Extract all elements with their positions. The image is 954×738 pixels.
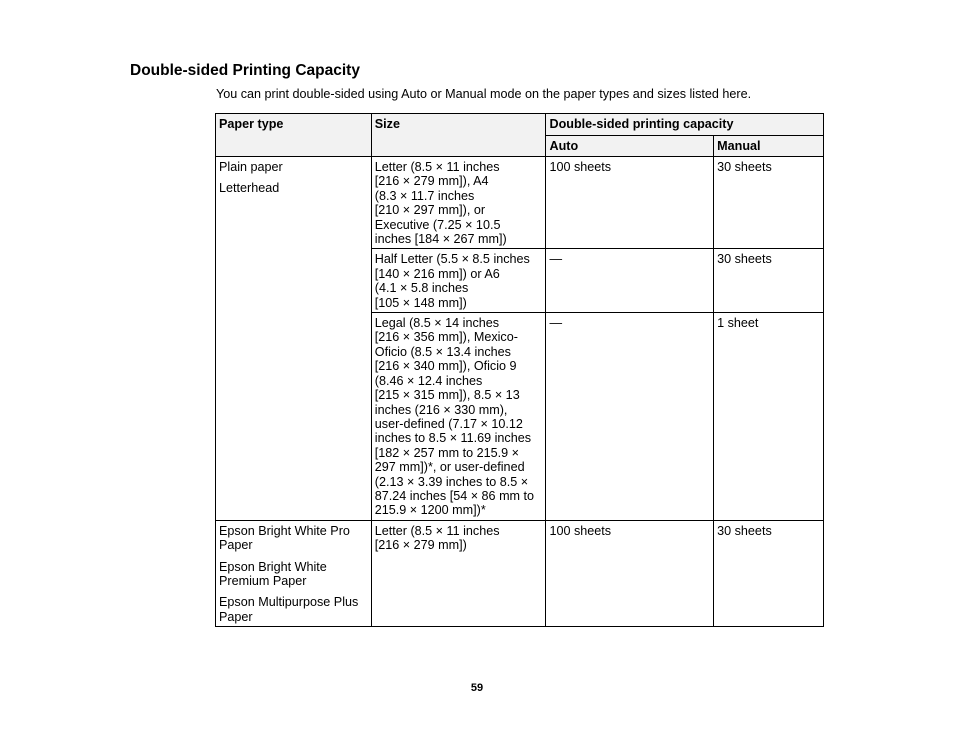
section-title: Double-sided Printing Capacity <box>130 62 360 79</box>
paper-type-bright-white-pro: Epson Bright White Pro Paper <box>219 523 350 553</box>
page-number: 59 <box>470 682 484 694</box>
header-size: Size <box>371 114 546 157</box>
paper-type-letterhead: Letterhead <box>219 181 280 196</box>
paper-type-cell <box>216 520 372 626</box>
table-row <box>216 520 824 626</box>
size-cell: Letter (8.5 × 11 inches [216 × 279 mm]), A4 (8.3 × 11.7 inches [210 × 297 mm]), or Executive (7.25 × 10.5 inches [184 × 267 mm]) <box>371 157 546 249</box>
capacity-table <box>215 113 824 627</box>
auto-cell: 100 sheets <box>546 520 714 626</box>
paper-type-plain: Plain paper <box>219 160 283 174</box>
paper-type-cell <box>216 157 372 521</box>
auto-cell: — <box>546 249 714 313</box>
paper-type-multipurpose-plus: Epson Multipurpose Plus Paper <box>219 595 359 624</box>
manual-cell: 30 sheets <box>714 157 824 249</box>
table-row <box>216 157 824 249</box>
manual-cell: 30 sheets <box>714 520 824 626</box>
manual-cell: 1 sheet <box>714 313 824 521</box>
header-capacity: Double-sided printing capacity <box>546 114 824 136</box>
intro-text: You can print double-sided using Auto or Manual mode on the paper types and sizes listed here. <box>216 87 752 101</box>
header-paper-type: Paper type <box>216 114 372 157</box>
size-cell: Letter (8.5 × 11 inches [216 × 279 mm]) <box>371 520 546 626</box>
manual-cell: 30 sheets <box>714 249 824 313</box>
header-manual: Manual <box>714 136 824 157</box>
size-cell: Legal (8.5 × 14 inches [216 × 356 mm]), Mexico- Oficio (8.5 × 13.4 inches [216 × 340 mm]), Oficio 9 (8.46 × 12.4 inches [215 × 315 mm]), 8.5 × 13 inches (216 × 330 mm), user-defined (7.17 × 10.12 inches to 8.5 × 11.69 inches [182 × 257 mm to 215.9 × 297 mm])*, or user-defined (2.13 × 3.39 inches to 8.5 × 87.24 inches [54 × 86 mm to 215.9 × 1200 mm])* <box>371 313 546 521</box>
auto-cell: — <box>546 313 714 521</box>
header-auto: Auto <box>546 136 714 157</box>
size-cell: Half Letter (5.5 × 8.5 inches [140 × 216 mm]) or A6 (4.1 × 5.8 inches [105 × 148 mm]) <box>371 249 546 313</box>
paper-type-bright-white-premium: Epson Bright White Premium Paper <box>219 559 327 588</box>
auto-cell: 100 sheets <box>546 157 714 249</box>
